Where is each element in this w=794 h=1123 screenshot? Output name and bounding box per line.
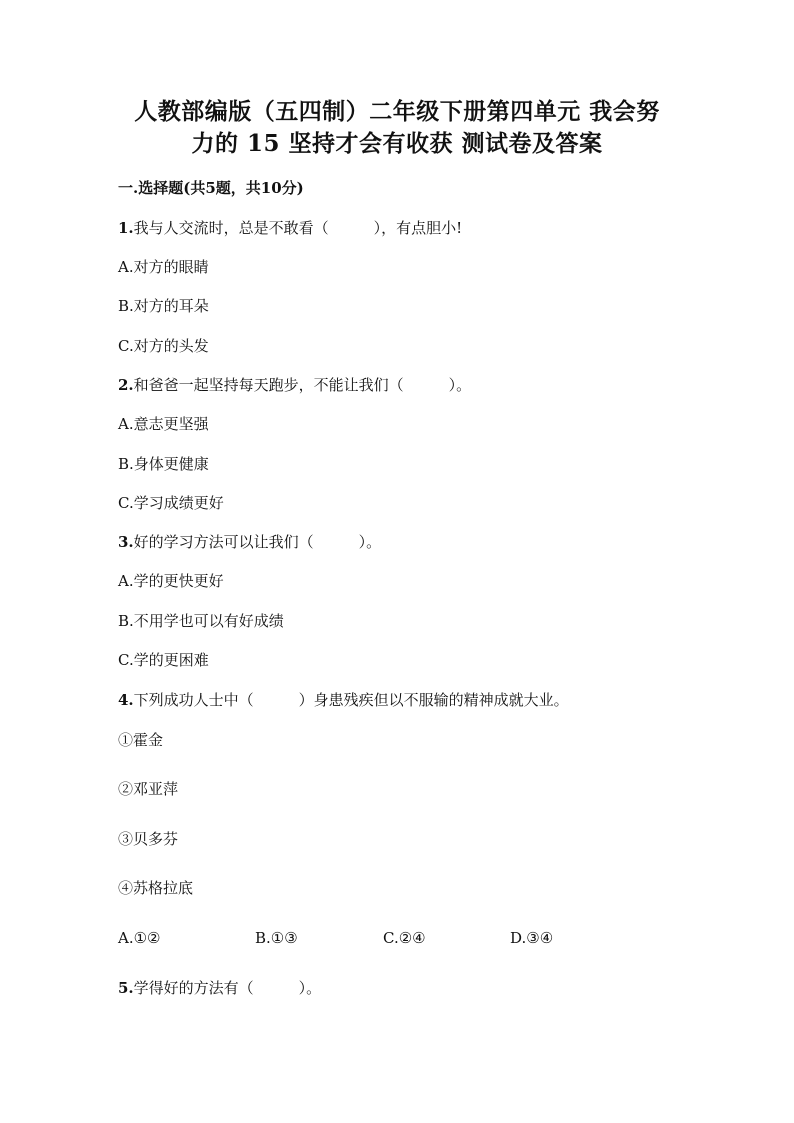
question-text: 和爸爸一起坚持每天跑步，不能让我们（ ）。 — [133, 376, 472, 394]
question-3 — [118, 532, 381, 552]
option-4d: D.③④ — [510, 929, 554, 947]
option-2c: C.学习成绩更好 — [118, 494, 224, 512]
option-2b: B.身体更健康 — [118, 455, 209, 473]
question-text: 学得好的方法有（ ）。 — [133, 979, 322, 997]
question-number: 2. — [118, 376, 134, 394]
option-3a: A.学的更快更好 — [118, 572, 224, 590]
question-number: 4. — [118, 691, 134, 709]
option-4c: C.②④ — [383, 929, 426, 947]
question-text: 我与人交流时，总是不敢看（ ），有点胆小! — [133, 219, 463, 237]
item-4-4: ④苏格拉底 — [118, 879, 194, 897]
option-3b: B.不用学也可以有好成绩 — [118, 612, 284, 630]
question-text: 好的学习方法可以让我们（ ）。 — [133, 533, 382, 551]
item-4-2: ②邓亚萍 — [118, 780, 179, 798]
question-1 — [118, 218, 462, 238]
option-4a: A.①② — [118, 929, 161, 947]
question-text: 下列成功人士中（ ）身患残疾但以不服输的精神成就大业。 — [133, 691, 569, 709]
option-4b: B.①③ — [255, 929, 298, 947]
document-title-line-1: 人教部编版（五四制）二年级下册第四单元 我会努 — [134, 98, 660, 125]
question-number: 1. — [118, 219, 134, 237]
option-2a: A.意志更坚强 — [118, 415, 209, 433]
option-1a: A.对方的眼睛 — [118, 258, 209, 276]
question-number: 3. — [118, 533, 134, 551]
section-heading: 一.选择题(共5题，共10分) — [118, 179, 304, 197]
item-4-3: ③贝多芬 — [118, 830, 179, 848]
question-5 — [118, 978, 321, 998]
item-4-1: ①霍金 — [118, 731, 164, 749]
document-title-line-2: 力的 15 坚持才会有收获 测试卷及答案 — [191, 130, 603, 157]
option-3c: C.学的更困难 — [118, 651, 209, 669]
question-2 — [118, 375, 471, 395]
option-1c: C.对方的头发 — [118, 337, 209, 355]
question-4 — [118, 690, 569, 710]
option-1b: B.对方的耳朵 — [118, 297, 209, 315]
question-number: 5. — [118, 979, 134, 997]
